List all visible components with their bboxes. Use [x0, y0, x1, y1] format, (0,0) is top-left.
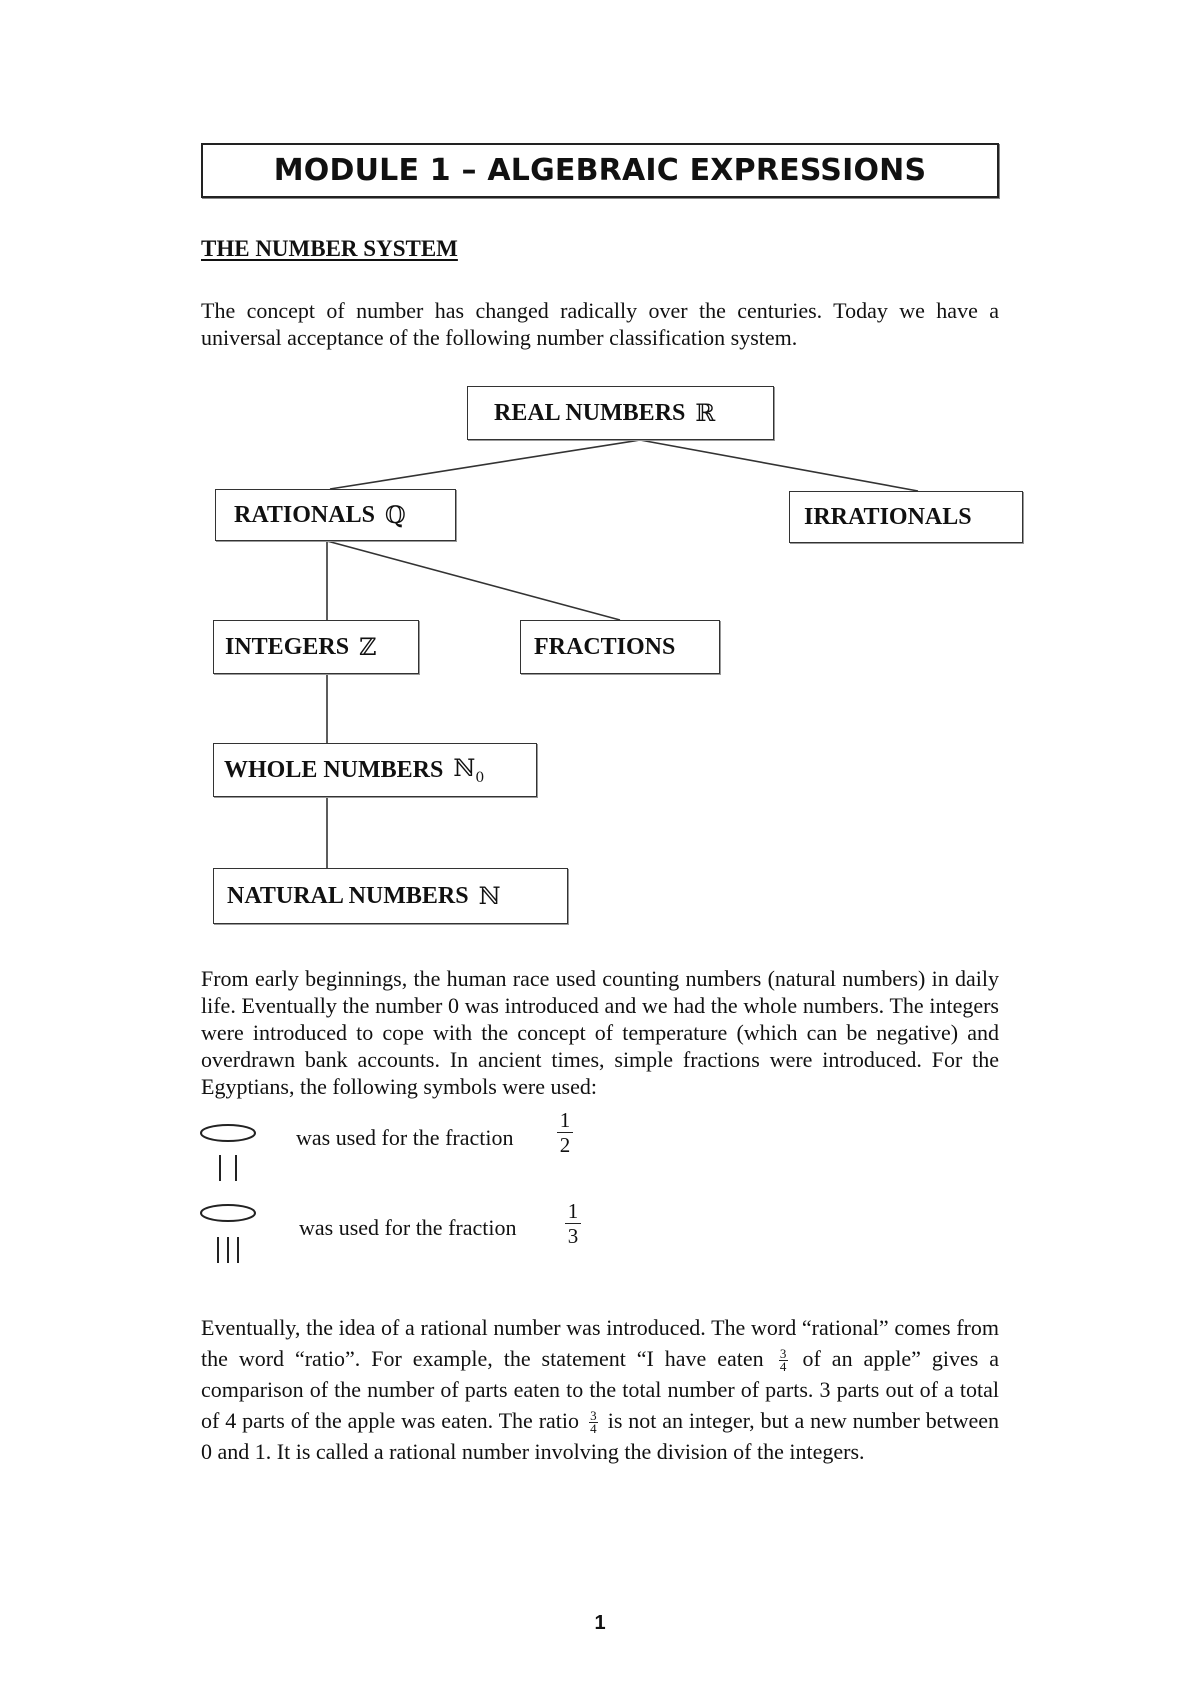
node-irrationals-label: IRRATIONALS: [804, 503, 972, 530]
connector-real-rationals: [330, 440, 640, 489]
fraction-denominator: 4: [590, 1421, 597, 1437]
page-number: 1: [594, 1612, 606, 1634]
inline-fraction-three-quarters: [779, 1348, 788, 1373]
fraction-numerator: 3: [590, 1408, 597, 1424]
node-integers: [213, 620, 419, 674]
intro-paragraph: The concept of number has changed radically over the centuries. Today we have a universal acceptance of the following number classification system.: [201, 298, 999, 350]
section-heading: THE NUMBER SYSTEM: [201, 236, 458, 261]
whole-numbers-subscript: 0: [475, 770, 485, 786]
module-title: MODULE 1 – ALGEBRAIC EXPRESSIONS: [273, 153, 927, 188]
node-fractions: [520, 620, 720, 674]
whole-numbers-symbol: [453, 754, 484, 786]
history-paragraph: From early beginnings, the human race used counting numbers (natural numbers) in daily life. Eventually the number 0 was introduced and we had the whole numbers. The integers were introduced to cope with the concept of temperature (which can be negative) and overdrawn bank accounts. In ancient times, simple fractions were introduced. For the Egyptians, the following symbols were used:: [201, 966, 999, 1099]
egyptian-third-symbol-icon: [198, 1201, 262, 1267]
node-irrationals: [789, 491, 1023, 543]
node-whole-numbers-label: WHOLE NUMBERS: [224, 756, 444, 783]
natural-numbers-symbol: ℕ: [478, 882, 501, 910]
node-natural-numbers-label: NATURAL NUMBERS: [227, 882, 469, 909]
node-real-numbers: [467, 386, 774, 440]
node-rationals-label: RATIONALS: [234, 501, 375, 528]
egyptian-third-fraction: [565, 1200, 581, 1247]
fraction-numerator: 3: [779, 1346, 787, 1362]
rationals-symbol: ℚ: [384, 501, 406, 529]
egyptian-half-symbol-icon: [198, 1123, 262, 1185]
node-integers-label: INTEGERS: [225, 633, 350, 660]
node-rationals: [215, 489, 456, 541]
integers-symbol: ℤ: [359, 633, 377, 661]
inline-fraction-three-quarters-2: [589, 1410, 598, 1435]
node-real-numbers-label: REAL NUMBERS: [494, 399, 686, 426]
fraction-denominator: 3: [567, 1224, 579, 1248]
connector-rationals-fractions: [327, 541, 620, 620]
node-whole-numbers: [213, 743, 537, 797]
node-fractions-label: FRACTIONS: [534, 633, 676, 660]
egyptian-third-text: was used for the fraction: [299, 1215, 517, 1240]
real-numbers-symbol: ℝ: [695, 399, 716, 427]
node-natural-numbers: [213, 868, 568, 924]
rational-paragraph-part3: is not an integer, but a new number between 0 and 1. It is called a rational number involving the division of the integers.: [201, 1408, 1000, 1464]
fraction-denominator: 4: [779, 1359, 787, 1375]
fraction-numerator: 1: [559, 1108, 571, 1132]
fraction-numerator: 1: [567, 1199, 579, 1223]
connector-real-irrationals: [640, 440, 918, 491]
rational-paragraph: [201, 1312, 999, 1467]
whole-numbers-symbol-letter: ℕ: [453, 754, 476, 782]
rational-paragraph-part1: Eventually, the idea of a rational number was introduced. The word “rational” comes from the word “ratio”. For example, the statement “I have eaten: [201, 1315, 999, 1371]
egyptian-half-fraction: [557, 1109, 573, 1156]
fraction-denominator: 2: [559, 1133, 571, 1157]
egyptian-half-text: was used for the fraction: [296, 1125, 514, 1150]
rational-paragraph-part2: of an apple” gives a comparison of the number of parts eaten to the total number of parts. 3 parts out of a total of 4 parts of the apple was eaten. The ratio: [201, 1346, 999, 1433]
